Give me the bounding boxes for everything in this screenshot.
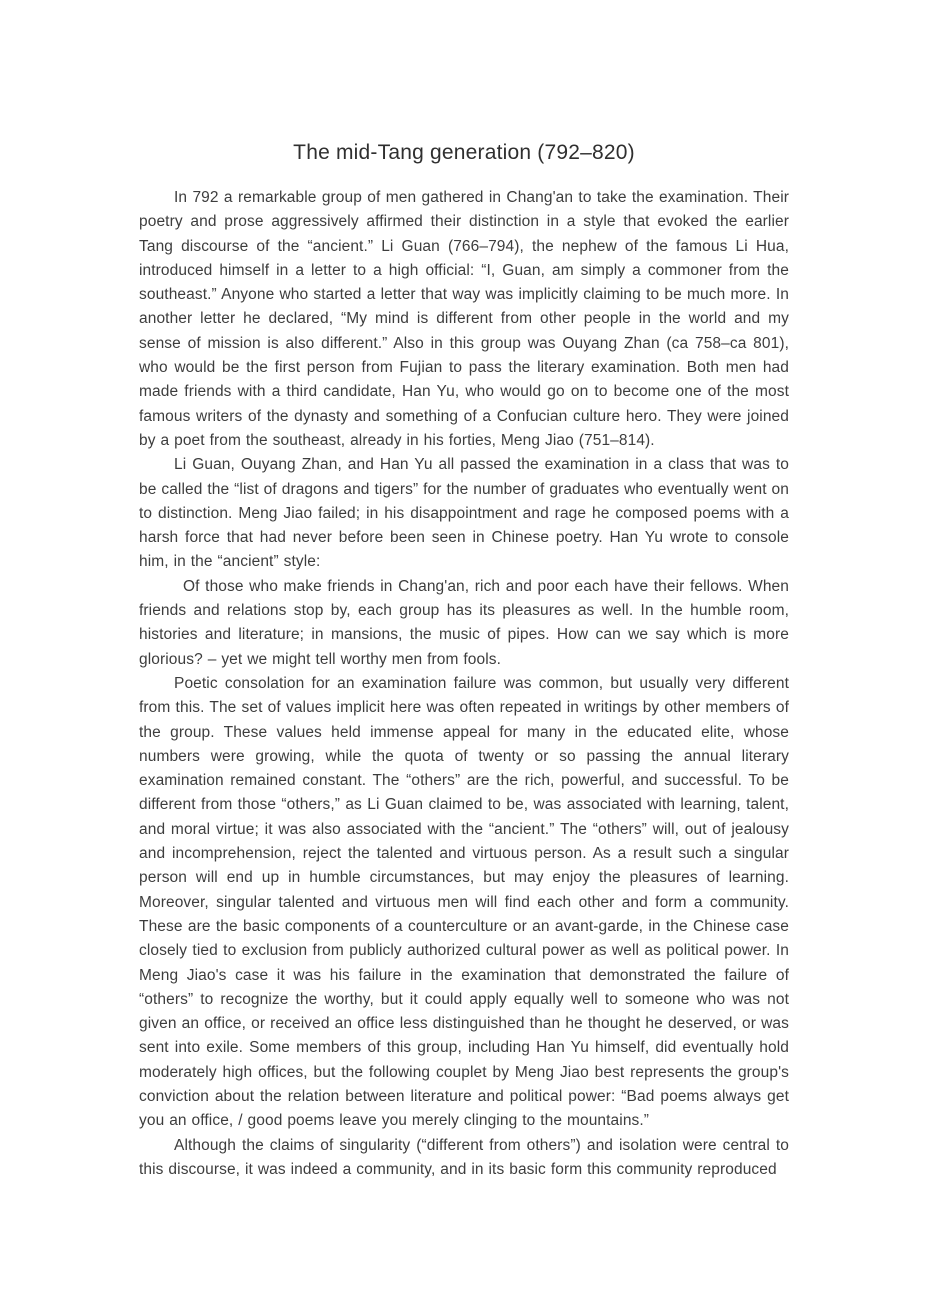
page-title: The mid-Tang generation (792–820) (293, 141, 635, 164)
paragraph-hanyu-quote: Of those who make friends in Chang'an, rich and poor each have their fellows. When friends and relations stop by, each group has its pleasures as well. In the humble room, histories and literature; in mansions, the music of pipes. How can we say which is more glorious? – yet we might tell worthy men from fools. (139, 577, 789, 668)
paragraph-intro: In 792 a remarkable group of men gathered in Chang'an to take the examination. Their poetry and prose aggressively affirmed their distinction in a style that evoked the earlier Tang discourse of the “ancient.” Li Guan (766–794), the nephew of the famous Li Hua, introduced himself in a letter to a high official: “I, Guan, am simply a commoner from the southeast.” Anyone who started a letter that way was implicitly claiming to be much more. In another letter he declared, “My mind is different from other people in the world and my sense of mission is also different.” Also in this group was Ouyang Zhan (ca 758–ca 801), who would be the first person from Fujian to pass the literary examination. Both men had made friends with a third candidate, Han Yu, who would go on to become one of the most famous writers of the dynasty and something of a Confucian culture hero. They were joined by a poet from the southeast, already in his forties, Meng Jiao (751–814). (139, 189, 789, 449)
paragraph-poetic-consolation: Poetic consolation for an examination failure was common, but usually very different from this. The set of values implicit here was often repeated in writings by other members of the group. These values held immense appeal for many in the educated elite, whose numbers were growing, while the quota of twenty or so passing the annual literary examination remained constant. The “others” are the rich, powerful, and successful. To be different from those “others,” as Li Guan claimed to be, was associated with learning, talent, and moral virtue; it was also associated with the “ancient.” The “others” will, out of jealousy and incomprehension, reject the talented and virtuous person. As a result such a singular person will end up in humble circumstances, but may enjoy the pleasures of learning. Moreover, singular talented and virtuous men will find each other and form a community. These are the basic components of a counterculture or an avant-garde, in the Chinese case closely tied to exclusion from publicly authorized cultural power as well as political power. In Meng Jiao's case it was his failure in the examination that demonstrated the failure of “others” to recognize the worthy, but it could apply equally well to someone who was not given an office, or received an office less distinguished than he thought he deserved, or was sent into exile. Some members of this group, including Han Yu himself, did eventually hold moderately high offices, but the following couplet by Meng Jiao best represents the group's conviction about the relation between literature and political power: “Bad poems always get you an office, / good poems leave you merely clinging to the mountains.” (139, 674, 789, 1130)
paragraph-community: Although the claims of singularity (“different from others”) and isolation were central to this discourse, it was indeed a community, and in its basic form this community reproduced (139, 1136, 789, 1178)
document-page (139, 141, 789, 1182)
paragraph-examination-class: Li Guan, Ouyang Zhan, and Han Yu all passed the examination in a class that was to be called the “list of dragons and tigers” for the number of graduates who eventually went on to distinction. Meng Jiao failed; in his disappointment and rage he composed poems with a harsh force that had never before been seen in Chinese poetry. Han Yu wrote to console him, in the “ancient” style: (139, 456, 789, 571)
body-text (139, 186, 789, 1182)
